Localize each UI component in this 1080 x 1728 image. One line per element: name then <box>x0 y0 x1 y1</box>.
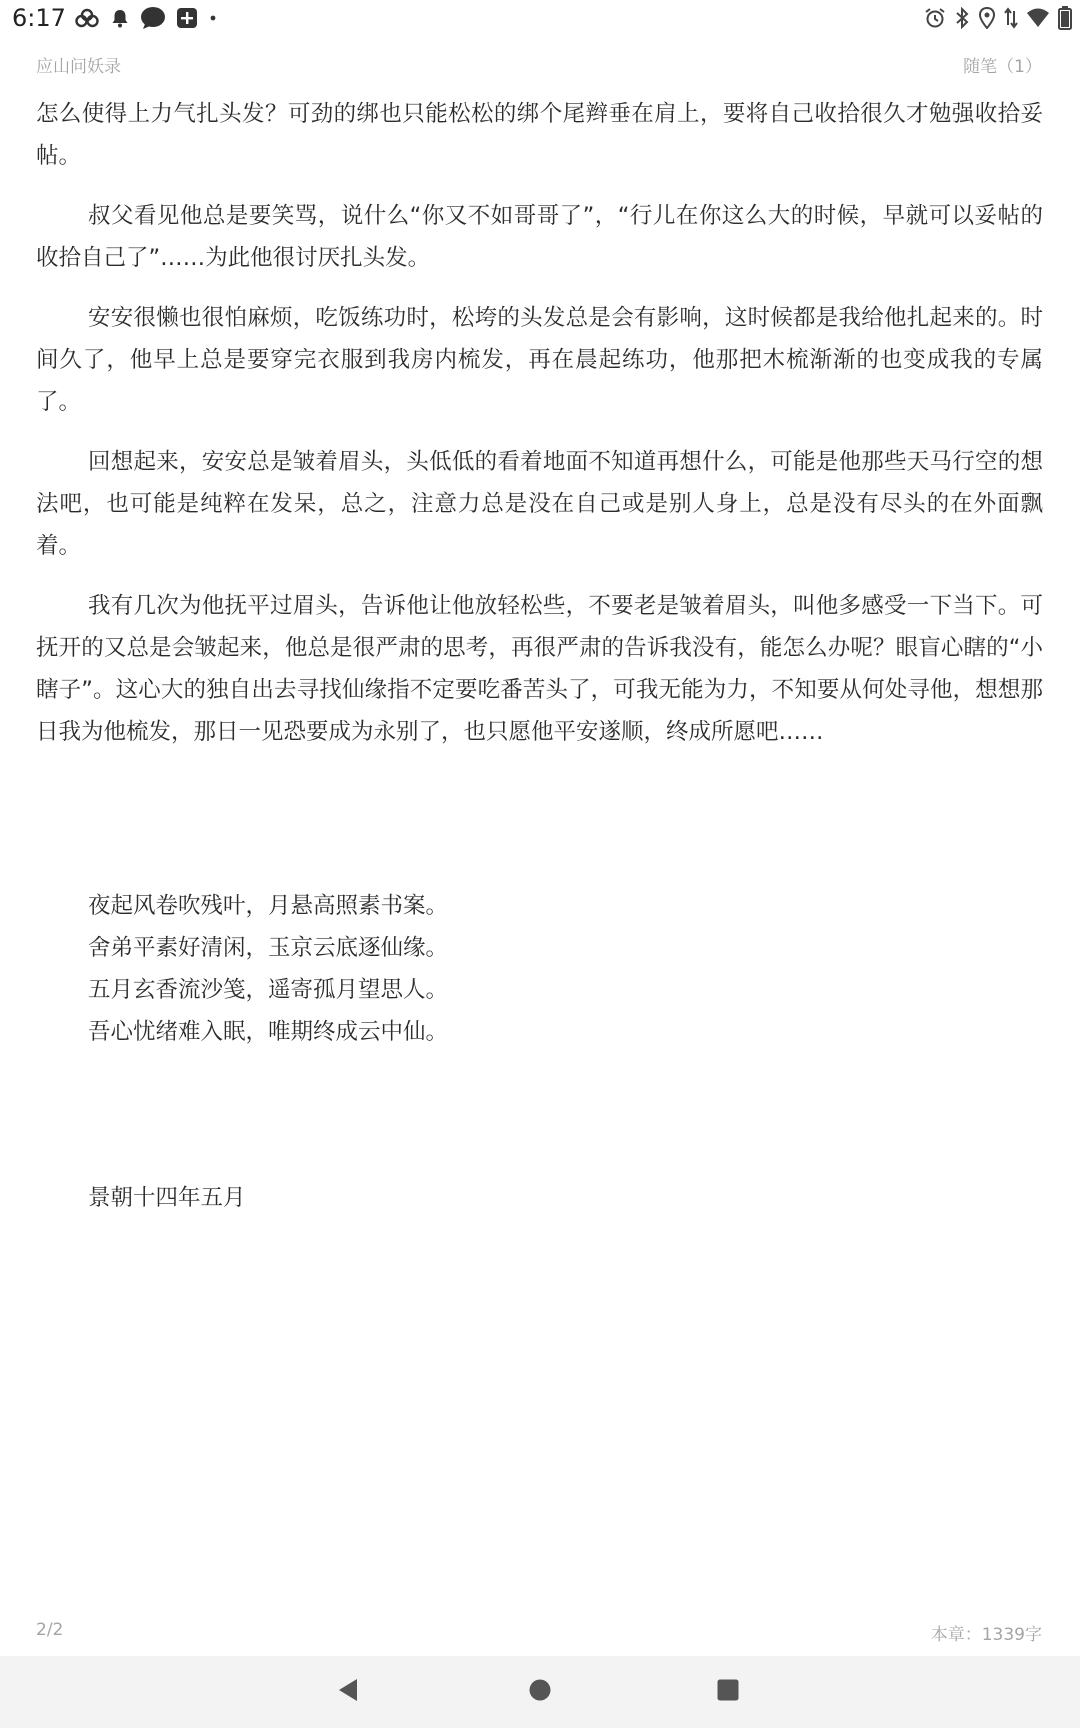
book-title: 应山问妖录 <box>36 57 121 77</box>
paragraph: 安安很懒也很怕麻烦，吃饭练功时，松垮的头发总是会有影响，这时候都是我给他扎起来的。时间久了，他早上总是要穿完衣服到我房内梳发，再在晨起练功，他那把木梳渐渐的也变成我的专属了。 <box>36 305 1043 415</box>
alarm-icon <box>924 7 946 29</box>
paragraph: 回想起来，安安总是皱着眉头，头低低的看着地面不知道再想什么，可能是他那些天马行空的想法吧，也可能是纯粹在发呆，总之，注意力总是没在自己或是别人身上，总是没有尽头的在外面飘着。 <box>36 449 1043 559</box>
poem-line: 吾心忧绪难入眠，唯期终成云中仙。 <box>88 1019 449 1045</box>
home-icon <box>528 1678 552 1706</box>
wifi-icon <box>1026 8 1050 28</box>
chapter-word-count: 本章：1339字 <box>930 1625 1042 1645</box>
paragraph: 怎么使得上力气扎头发？可劲的绑也只能松松的绑个尾辫垂在肩上，要将自己收拾很久才勉强收拾妥帖。 <box>36 101 1043 169</box>
chapter-title[interactable]: 随笔（1） <box>963 57 1042 77</box>
reading-content[interactable] <box>36 93 1043 1219</box>
dot-icon <box>208 13 218 23</box>
poem-line: 夜起风卷吹残叶，月悬高照素书案。 <box>88 893 449 919</box>
chat-bubble-icon <box>140 6 166 30</box>
status-right-icons <box>924 6 1072 30</box>
reader-footer <box>36 1618 1042 1646</box>
page-indicator: 2/2 <box>36 1620 64 1640</box>
status-left-icons <box>74 6 218 30</box>
reader-header <box>36 50 1042 78</box>
back-button[interactable] <box>308 1656 388 1728</box>
bluetooth-icon <box>954 7 970 29</box>
status-bar <box>0 0 1080 36</box>
paragraph: 我有几次为他抚平过眉头，告诉他让他放轻松些，不要老是皱着眉头，叫他多感受一下当下。可抚开的又总是会皱起来，他总是很严肃的思考，再很严肃的告诉我没有，能怎么办呢？眼盲心瞎的“小瞎子”。这心大的独自出去寻找仙缘指不定要吃番苦头了，可我无能为力，不知要从何处寻他，想想那日我为他梳发，那日一见恐要成为永别了，也只愿他平安遂顺，终成所愿吧…… <box>36 593 1043 745</box>
battery-icon <box>1058 6 1072 30</box>
recents-button[interactable] <box>688 1656 768 1728</box>
poem-line: 舍弟平素好清闲，玉京云底逐仙缘。 <box>88 935 449 961</box>
data-arrows-icon <box>1004 7 1018 29</box>
location-icon <box>978 7 996 29</box>
add-box-icon <box>176 7 198 29</box>
recents-icon <box>716 1678 740 1706</box>
date-line: 景朝十四年五月 <box>88 1185 246 1211</box>
back-icon <box>336 1677 360 1707</box>
cloud-sync-icon <box>74 8 100 28</box>
home-button[interactable] <box>500 1656 580 1728</box>
paragraph: 叔父看见他总是要笑骂，说什么“你又不如哥哥了”，“行儿在你这么大的时候，早就可以妥帖的收拾自己了”……为此他很讨厌扎头发。 <box>36 203 1043 271</box>
notification-bell-icon <box>110 8 130 28</box>
status-time: 6:17 <box>12 4 66 32</box>
navigation-bar <box>0 1656 1080 1728</box>
poem-line: 五月玄香流沙笺，遥寄孤月望思人。 <box>88 977 449 1003</box>
